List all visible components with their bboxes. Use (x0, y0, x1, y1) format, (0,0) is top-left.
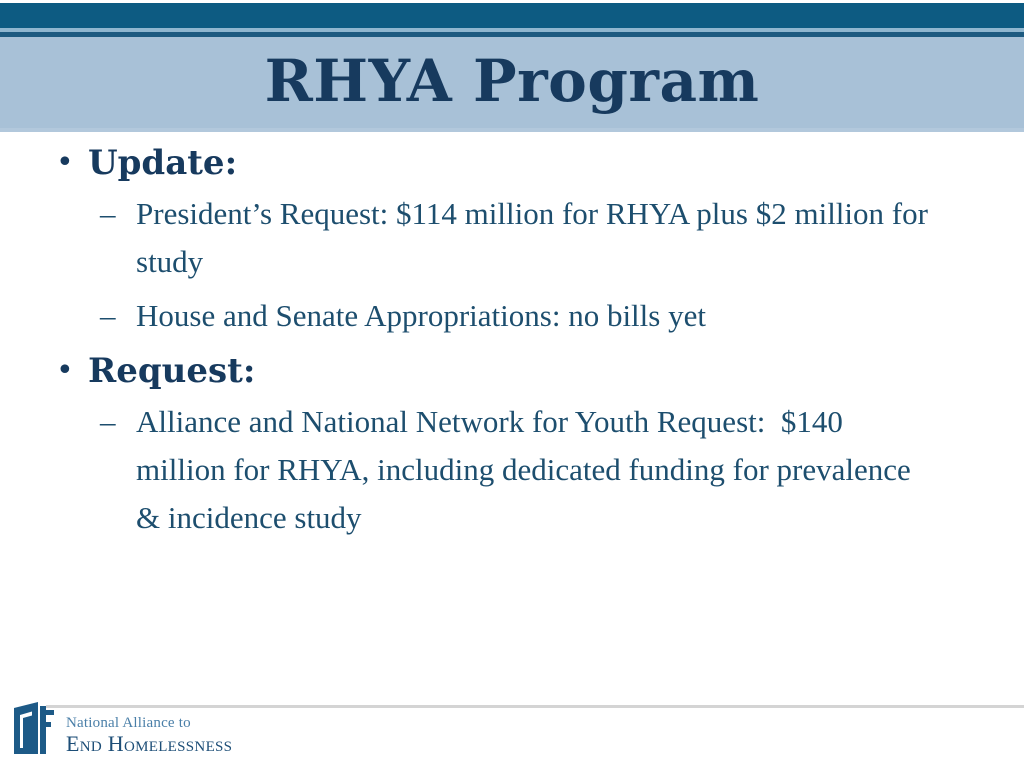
bullet-dot-icon: • (56, 145, 74, 180)
slide-body (0, 132, 1024, 544)
bullet-item-update (0, 142, 1024, 184)
sub-bullet-text: Alliance and National Network for Youth Request: $140 million for RHYA, including dedicated funding for prevalence & incidence study (136, 404, 919, 535)
dash-icon: – (100, 298, 116, 333)
sub-bullet-item (0, 398, 1024, 542)
dash-icon: – (100, 404, 116, 439)
bullet-label-update: Update: (88, 143, 238, 183)
house-doorway-logo-icon (10, 698, 60, 756)
bullet-item-request (0, 350, 1024, 392)
logo-line-secondary: End Homelessness (66, 730, 233, 756)
bullet-dot-icon: • (56, 353, 74, 388)
logo-wordmark (66, 699, 232, 756)
sub-bullet-text: House and Senate Appropriations: no bills yet (136, 298, 706, 333)
sub-bullet-item (0, 190, 1024, 286)
page-title: RHYA Program (264, 46, 760, 115)
organization-logo (10, 698, 232, 756)
dash-icon: – (100, 196, 116, 231)
sub-bullet-item (0, 292, 1024, 340)
sub-bullet-text: President’s Request: $114 million for RHYA plus $2 million for study (136, 196, 936, 279)
slide-header (0, 0, 1024, 132)
title-banner (0, 37, 1024, 128)
bullet-label-request: Request: (88, 351, 256, 391)
header-dark-band (0, 3, 1024, 28)
slide-footer (0, 690, 1024, 768)
bullet-group-request (0, 350, 1024, 542)
logo-line-primary: National Alliance to (66, 714, 191, 731)
bullet-group-update (0, 142, 1024, 340)
